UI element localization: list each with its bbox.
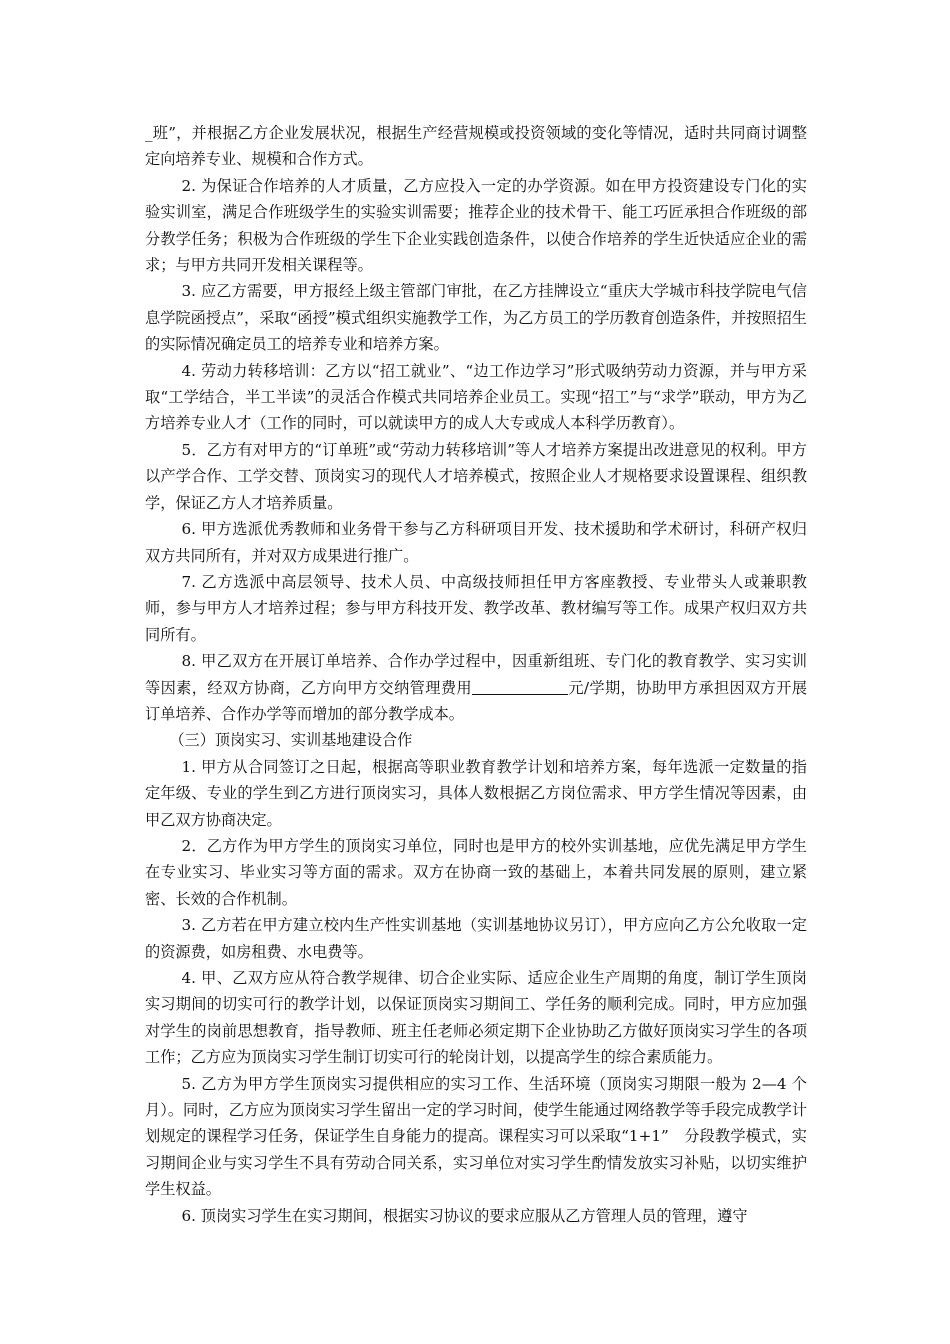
paragraph-6: 6. 甲方选派优秀教师和业务骨干参与乙方科研项目开发、技术援助和学术研讨，科研产权归双方共同所有，并对双方成果进行推广。 [145, 520, 807, 565]
internship-paragraph-4: 4. 甲、乙双方应从符合教学规律、切合企业实际、适应企业生产周期的角度，制订学生顶岗实习期间的切实可行的教学计划，以保证顶岗实习期间工、学任务的顺利完成。同时，甲方应加强对学生的岗前思想教育，指导教师、班主任老师必须定期下企业协助乙方做好顶岗实习学生的各项工作；乙方应为顶岗实习学生制订切实可行的轮岗计划，以提高学生的综合素质能力。 [145, 969, 807, 1067]
paragraph-8-part-b: 元/学期，协助甲方承担因双方开展订单培养、合作办学等而增加的部分教学成本。 [145, 678, 808, 723]
paragraph-7: 7. 乙方选派中高层领导、技术人员、中高级技师担任甲方客座教授、专业带头人或兼职教师，参与甲方人才培养过程；参与甲方科技开发、教学改革、教材编写等工作。成果产权归双方共同所有。 [145, 572, 807, 644]
internship-paragraph-3: 3. 乙方若在甲方建立校内生产性实训基地（实训基地协议另订），甲方应向乙方公允收取一定的资源费，如房租费、水电费等。 [145, 916, 807, 961]
section-heading-3: （三）顶岗实习、实训基地建设合作 [169, 731, 413, 750]
paragraph-5: 5．乙方有对甲方的“订单班”或“劳动力转移培训”等人才培养方案提出改进意见的权利。甲方以产学合作、工学交替、顶岗实习的现代人才培养模式，按照企业人才规格要求设置课程、组织教学，保证乙方人才培养质量。 [145, 440, 807, 512]
internship-paragraph-2: 2．乙方作为甲方学生的顶岗实习单位，同时也是甲方的校外实训基地，应优先满足甲方学生在专业实习、毕业实习等方面的需求。双方在协商一致的基础上，本着共同发展的原则，建立紧密、长效的合作机制。 [145, 836, 807, 908]
fee-blank-line [472, 677, 568, 695]
internship-paragraph-1: 1. 甲方从合同签订之日起，根据高等职业教育教学计划和培养方案，每年选派一定数量的指定年级、专业的学生到乙方进行顶岗实习，具体人数根据乙方岗位需求、甲方学生情况等因素，由甲乙双方协商决定。 [145, 757, 807, 829]
internship-paragraph-6: 6. 顶岗实习学生在实习期间，根据实习协议的要求应服从乙方管理人员的管理，遵守 [181, 1206, 748, 1225]
internship-paragraph-5: 5. 乙方为甲方学生顶岗实习提供相应的实习工作、生活环境（顶岗实习期限一般为 2—4 个月）。同时，乙方应为顶岗实习学生留出一定的学习时间，使学生能通过网络教学等手段完成教学计划规定的课程学习任务，保证学生自身能力的提高。课程实习可以采取“1+1” 分段教学模式，实习期间企业与实习学生不具有劳动合同关系，实习单位对实习学生酌情发放实习补贴，以切实维护学生权益。 [145, 1074, 807, 1199]
paragraph-8 [145, 648, 807, 727]
paragraph-8-part-a: 8. 甲乙双方在开展订单培养、合作办学过程中，因重新组班、专门化的教育教学、实习实训等因素，经双方协商，乙方向甲方交纳管理费用 [145, 652, 807, 697]
document-page [145, 120, 807, 1229]
paragraph-2: 2. 为保证合作培养的人才质量，乙方应投入一定的办学资源。如在甲方投资建设专门化的实验实训室，满足合作班级学生的实验实训需要；推荐企业的技术骨干、能工巧匠承担合作班级的部分教学任务；积极为合作班级的学生下企业实践创造条件，以使合作培养的学生近快适应企业的需求；与甲方共同开发相关课程等。 [145, 176, 807, 275]
paragraph-continuation: _班”，并根据乙方企业发展状况，根据生产经营规模或投资领域的变化等情况，适时共同商讨调整定向培养专业、规模和合作方式。 [145, 124, 807, 169]
paragraph-3: 3. 应乙方需要，甲方报经上级主管部门审批，在乙方挂牌设立“重庆大学城市科技学院电气信息学院函授点”，采取“函授”模式组织实施教学工作，为乙方员工的学历教育创造条件，并按照招生的实际情况确定员工的培养专业和培养方案。 [145, 282, 807, 354]
paragraph-4: 4. 劳动力转移培训：乙方以“招工就业”、“边工作边学习”形式吸纳劳动力资源，并与甲方采取“工学结合，半工半读”的灵活合作模式共同培养企业员工。实现“招工”与“求学”联动，甲方为乙方培养专业人才（工作的同时，可以就读甲方的成人大专或成人本科学历教育）。 [145, 361, 807, 433]
